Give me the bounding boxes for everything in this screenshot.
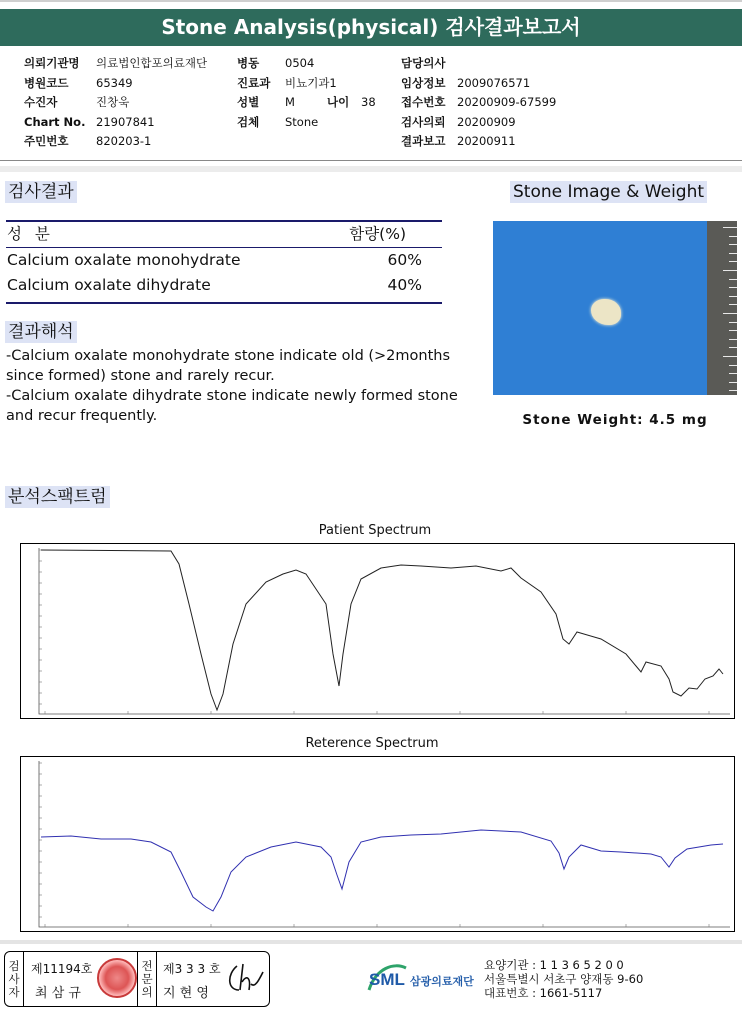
ruler-tick [723,356,737,357]
info-label: 접수번호 [401,95,446,109]
info-column-1 [24,54,207,152]
age-value: 38 [361,95,376,109]
ruler-tick [729,382,737,383]
patient-spectrum-chart [20,543,735,719]
info-value: 2009076571 [457,75,531,90]
ruler-tick [729,373,737,374]
interpretation-text [6,346,481,426]
specialist-name: 지 현 영 [163,986,209,1001]
ruler-tick [729,347,737,348]
table-rule [6,302,442,304]
institution-code: 요양기관 : 1 1 3 6 5 2 0 0 [484,958,624,972]
ruler-tick [729,236,737,237]
results-title: 검사결과 [5,181,77,203]
ruler-tick [729,322,737,323]
svg-text:삼광의료재단: 삼광의료재단 [410,975,474,988]
info-label: 담당의사 [401,56,446,70]
reference-spectrum-title: Reterence Spectrum [305,736,439,751]
component-name: Calcium oxalate monohydrate [7,251,241,269]
seal-stamp [97,958,137,998]
institution-address: 서울특별시 서초구 양재동 9-60 [484,972,644,986]
info-value: Stone [285,114,319,129]
report-title: Stone Analysis(physical) 검사결과보고서 [0,9,742,46]
signature-box [4,951,270,1007]
info-value: 65349 [96,75,133,90]
patient-spectrum-line [41,550,723,710]
stone-photo [493,221,737,395]
component-amount: 40% [387,276,422,294]
info-value: 20200909-67599 [457,95,557,109]
info-value: 진창욱 [96,95,130,109]
institution-phone: 대표번호 : 1661-5117 [484,986,603,1000]
ruler-tick [729,304,737,305]
ruler-tick [729,279,737,280]
interpretation-line: -Calcium oxalate dihydrate stone indicate newly formed stone and recur frequently. [6,388,458,424]
info-value: M [285,95,295,109]
ruler-tick [729,390,737,391]
stone-weight: Stone Weight: 4.5 mg [522,412,708,428]
info-value: 0504 [285,56,315,70]
component-header: 성 분 [7,224,54,243]
ruler-tick [729,365,737,366]
info-label: 임상정보 [401,75,446,90]
ruler-tick [729,330,737,331]
table-row [6,273,442,298]
ruler-tick [723,270,737,271]
table-header-row [6,222,442,247]
info-label: Chart No. [24,114,86,129]
info-label: 의뢰기관명 [24,56,80,70]
svg-text:SML: SML [369,970,405,989]
ruler-tick [729,261,737,262]
ruler [707,221,737,395]
inspector-label: 검 사 자 [5,952,24,1006]
info-label: 주민번호 [24,134,69,148]
age-label: 나이 [327,95,350,109]
info-label: 수진자 [24,95,58,109]
top-border [0,0,742,2]
specialist-number: 제3 3 3 호 [163,962,221,976]
info-label: 병원코드 [24,75,69,90]
spectrum-axis [39,548,730,714]
specialist-label: 전 문 의 [137,952,157,1006]
info-value: 820203-1 [96,134,152,148]
spectrum-title: 분석스팩트럼 [5,486,110,508]
inspector-number: 제11194호 [31,962,93,976]
institution-info [484,958,643,1000]
sml-logo [366,960,481,996]
reference-spectrum-line [41,830,723,911]
ruler-tick [723,227,737,228]
info-column-3 [401,54,556,152]
divider-band [0,166,742,172]
ruler-tick [729,296,737,297]
info-label: 진료과 [237,75,271,90]
divider [0,160,742,161]
component-amount: 60% [387,251,422,269]
info-value: 21907841 [96,114,155,129]
component-name: Calcium oxalate dihydrate [7,276,211,294]
interpretation-line: -Calcium oxalate monohydrate stone indicate old (>2months since formed) stone and rarely recur. [6,348,451,384]
stone-specimen [591,299,621,325]
interpretation-title: 결과해석 [5,321,77,343]
results-table [6,220,442,304]
reference-spectrum-plot [21,757,734,931]
info-label: 검사의뢰 [401,114,446,129]
info-value: 의료법인합포의료재단 [96,56,208,70]
info-label: 성별 [237,95,260,109]
info-value: 20200911 [457,134,516,148]
info-label: 병동 [237,56,260,70]
ruler-tick [729,253,737,254]
stone-section-title: Stone Image & Weight [510,181,707,203]
info-column-2 [237,54,376,132]
ruler-tick [729,244,737,245]
patient-spectrum-plot [21,544,734,718]
info-label: 검체 [237,114,260,129]
signature [223,960,265,998]
amount-header: 함량(%) [349,224,406,243]
inspector-name: 최 삼 규 [35,986,81,1001]
info-value: 20200909 [457,114,516,129]
ruler-tick [729,287,737,288]
ruler-tick [729,339,737,340]
patient-spectrum-title: Patient Spectrum [318,523,432,538]
spectrum-axis [39,761,730,927]
table-row [6,248,442,273]
footer-divider [0,940,742,944]
ruler-tick [723,313,737,314]
reference-spectrum-chart [20,756,735,932]
info-label: 결과보고 [401,134,446,148]
info-value: 비뇨기과1 [285,75,337,90]
